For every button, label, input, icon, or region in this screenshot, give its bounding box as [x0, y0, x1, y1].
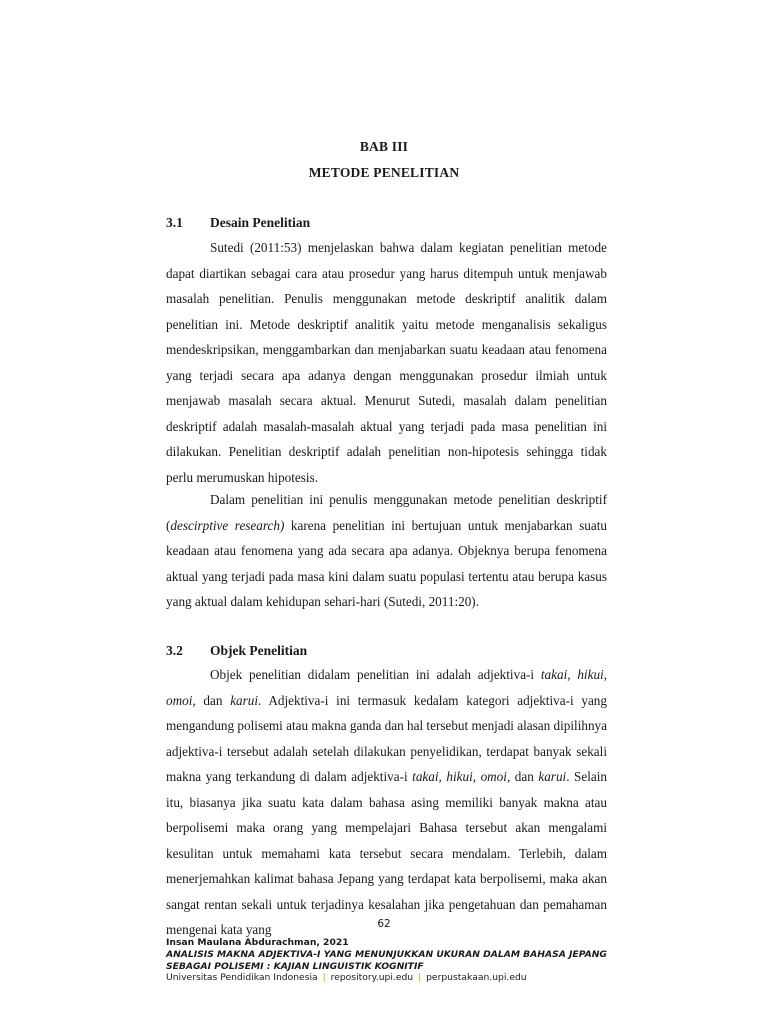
- paragraph-text: dan: [510, 769, 539, 784]
- footer-thesis-title: ANALISIS MAKNA ADJEKTIVA-I YANG MENUNJUKKAN UKURAN DALAM BAHASA JEPANG SEBAGAI POLISEMI : KAJIAN LINGUISTIK KOGNITIF: [166, 948, 607, 972]
- footer-separator: |: [322, 972, 326, 984]
- italic-term: takai, hikui, omoi,: [166, 667, 608, 708]
- paragraph-objek-penelitian: [166, 662, 607, 943]
- italic-term: karui: [230, 692, 259, 708]
- footer-author: Insan Maulana Abdurachman, 2021: [166, 937, 349, 948]
- section-number: 3.2: [166, 643, 183, 658]
- paragraph-text: dan: [195, 692, 231, 708]
- footer-repository-link: repository.upi.edu: [330, 972, 414, 984]
- section-title: Desain Penelitian: [210, 215, 311, 230]
- section-title: Objek Penelitian: [210, 643, 308, 658]
- paragraph-text: Dalam penelitian ini penulis menggunakan metode penelitian deskriptif (: [166, 492, 607, 533]
- paragraph-metode-deskriptif: [166, 487, 607, 615]
- page-footer: [166, 937, 626, 984]
- chapter-number: BAB III: [359, 139, 409, 154]
- italic-term: karui: [538, 769, 567, 784]
- footer-institution-line: [166, 972, 626, 984]
- page-number: 62: [377, 918, 391, 930]
- section-number: 3.1: [166, 215, 183, 230]
- paragraph-text: Objek penelitian didalam penelitian ini adalah adjektiva-i: [210, 667, 541, 682]
- paragraph-text: . Selain itu, biasanya jika suatu kata dalam bahasa asing memiliki banyak makna atau berpolisemi maka orang yang mempelajari Bahasa tersebut akan mengalami kesulitan untuk memahami kata tersebut secara mendalam. Terlebih, dalam menerjemahkan kalimat bahasa Jepang yang terdapat kata berpolisemi, maka akan sangat rentan sekali untuk terjadinya kesalahan jika pengetahuan dan pemahaman mengenai kata yang: [166, 769, 607, 937]
- paragraph-text: . Adjektiva-i ini termasuk kedalam kategori adjektiva-i yang mengandung polisemi atau makna ganda dan hal tersebut menjadi alasan dipilihnya adjektiva-i tersebut adalah setelah dilakukan penyelidikan, terdapat banyak sekali makna yang terkandung di dalam adjektiva-i: [166, 692, 607, 784]
- footer-university: Universitas Pendidikan Indonesia: [166, 972, 318, 984]
- italic-term: descirptive research): [170, 517, 285, 533]
- footer-separator: |: [418, 972, 422, 984]
- chapter-title: METODE PENELITIAN: [308, 165, 460, 180]
- section-heading-3-2: [166, 643, 307, 659]
- footer-library-link: perpustakaan.upi.edu: [426, 972, 527, 984]
- italic-term: takai, hikui, omoi,: [412, 769, 511, 784]
- paragraph-text: karena penelitian ini bertujuan untuk menjabarkan suatu keadaan atau fenomena yang ada secara apa adanya. Objeknya berupa fenomena aktual yang terjadi pada masa kini dalam suatu populasi tertentu atau berupa kasus yang aktual dalam kehidupan sehari-hari (Sutedi, 2011:20).: [166, 517, 607, 609]
- section-heading-3-1: [166, 215, 310, 231]
- paragraph-desain-penelitian: Sutedi (2011:53) menjelaskan bahwa dalam kegiatan penelitian metode dapat diartikan sebagai cara atau prosedur yang harus ditempuh untuk menjawab masalah penelitian. Penulis menggunakan metode deskriptif analitik dalam penelitian ini. Metode deskriptif analitik yaitu metode menganalisis sekaligus mendeskripsikan, menggambarkan dan menjabarkan suatu keadaan atau fenomena yang terjadi secara apa adanya dengan menggunakan prosedur ilmiah untuk menjawab masalah secara aktual. Menurut Sutedi, masalah dalam penelitian deskriptif adalah masalah-masalah aktual yang terjadi pada masa penelitian ini dilakukan. Penelitian deskriptif adalah penelitian non-hipotesis sehingga tidak perlu merumuskan hipotesis.: [166, 240, 607, 485]
